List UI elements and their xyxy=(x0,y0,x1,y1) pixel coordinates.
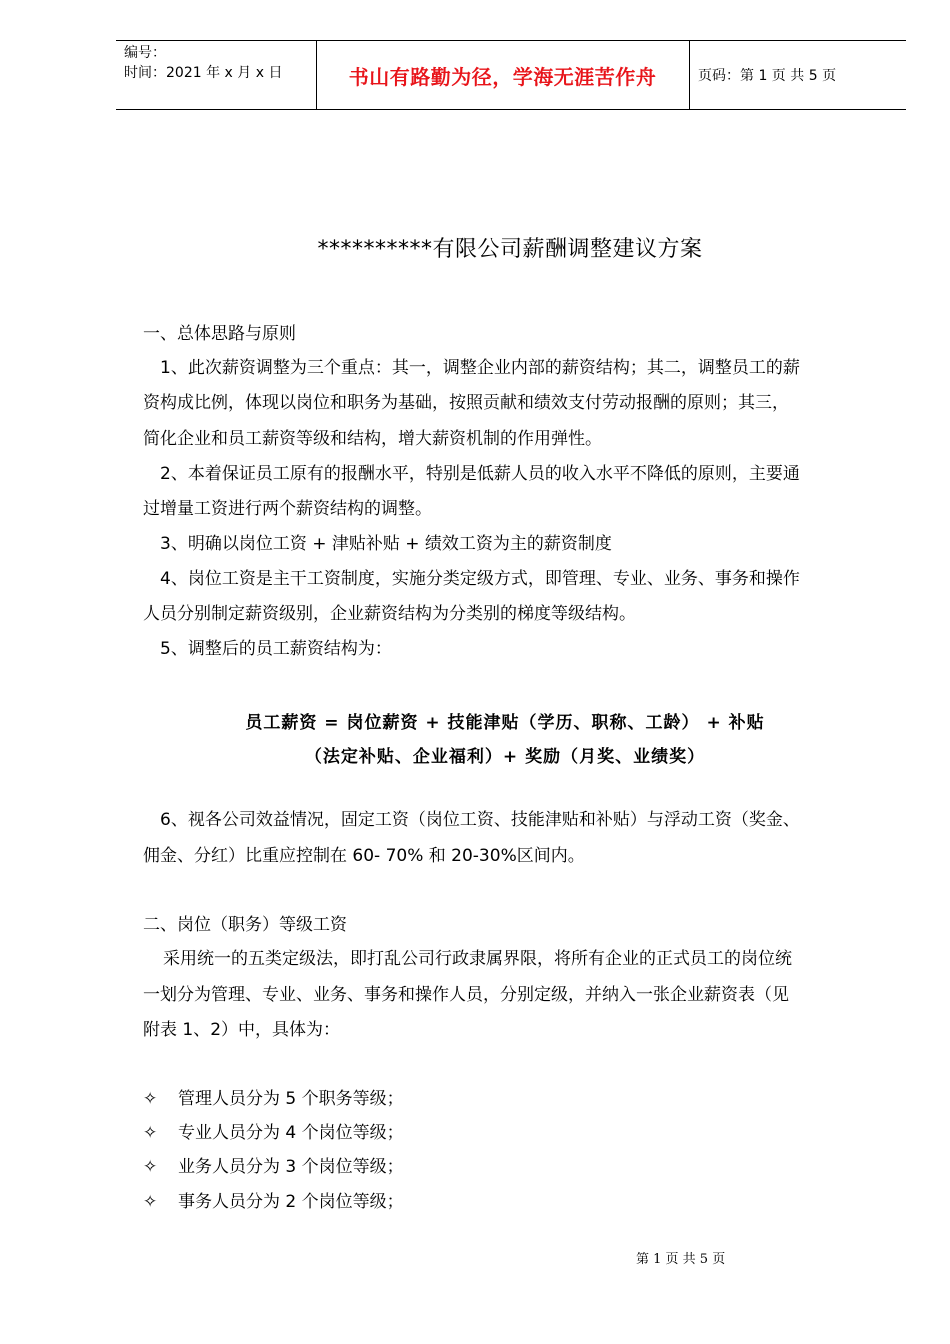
paragraph-line: 4、岗位工资是主干工资制度，实施分类定级方式，即管理、专业、业务、事务和操作 xyxy=(160,569,800,589)
paragraph-line: 6、视各公司效益情况，固定工资（岗位工资、技能津贴和补贴）与浮动工资（奖金、 xyxy=(160,810,800,830)
salary-formula-line-2: （法定补贴、企业福利）+ 奖励（月奖、业绩奖） xyxy=(304,747,706,767)
header-motto: 书山有路勤为径，学海无涯苦作舟 xyxy=(348,65,657,89)
document-title: **********有限公司薪酬调整建议方案 xyxy=(317,237,703,262)
diamond-bullet-icon: ✧ xyxy=(143,1089,158,1109)
paragraph-line: 佣金、分红）比重应控制在 60- 70% 和 20-30%区间内。 xyxy=(143,846,585,866)
section-heading-2: 二、岗位（职务）等级工资 xyxy=(143,915,347,935)
section-heading-1: 一、总体思路与原则 xyxy=(143,324,296,344)
list-item xyxy=(143,1192,404,1212)
list-item xyxy=(143,1157,404,1177)
paragraph-line: 采用统一的五类定级法，即打乱公司行政隶属界限，将所有企业的正式员工的岗位统 xyxy=(163,949,792,969)
list-item xyxy=(143,1089,404,1109)
header-divider xyxy=(689,41,690,109)
header-page-info: 页码：第 1 页 共 5 页 xyxy=(698,68,837,84)
salary-formula-line-1: 员工薪资 = 岗位薪资 + 技能津贴（学历、职称、工龄） + 补贴 xyxy=(245,713,765,733)
paragraph-line: 人员分别制定薪资级别，企业薪资结构为分类别的梯度等级结构。 xyxy=(143,604,636,624)
paragraph-line: 简化企业和员工薪资等级和结构，增大薪资机制的作用弹性。 xyxy=(143,429,602,449)
list-item xyxy=(143,1123,404,1143)
diamond-bullet-icon: ✧ xyxy=(143,1157,158,1177)
paragraph-line: 1、此次薪资调整为三个重点：其一，调整企业内部的薪资结构；其二，调整员工的薪 xyxy=(160,358,800,378)
serial-number-label: 编号： xyxy=(124,45,166,61)
list-item-text: 事务人员分为 2 个岗位等级； xyxy=(178,1192,404,1212)
paragraph-line: 一划分为管理、专业、业务、事务和操作人员，分别定级，并纳入一张企业薪资表（见 xyxy=(143,985,789,1005)
page-header-table xyxy=(116,40,906,110)
diamond-bullet-icon: ✧ xyxy=(143,1192,158,1212)
paragraph-line: 资构成比例，体现以岗位和职务为基础，按照贡献和绩效支付劳动报酬的原则；其三， xyxy=(143,393,789,413)
paragraph-line: 附表 1、2）中，具体为： xyxy=(143,1020,341,1040)
paragraph-line: 3、明确以岗位工资 + 津贴补贴 + 绩效工资为主的薪资制度 xyxy=(160,534,612,554)
paragraph-line: 2、本着保证员工原有的报酬水平，特别是低薪人员的收入水平不降低的原则，主要通 xyxy=(160,464,800,484)
list-item-text: 业务人员分为 3 个岗位等级； xyxy=(178,1157,404,1177)
header-meta xyxy=(124,43,282,83)
date-label: 时间：2021 年 x 月 x 日 xyxy=(124,65,283,81)
list-item-text: 专业人员分为 4 个岗位等级； xyxy=(178,1123,404,1143)
list-item-text: 管理人员分为 5 个职务等级； xyxy=(178,1089,404,1109)
paragraph-line: 过增量工资进行两个薪资结构的调整。 xyxy=(143,499,432,519)
diamond-bullet-icon: ✧ xyxy=(143,1123,158,1143)
page-footer: 第 1 页 共 5 页 xyxy=(636,1252,726,1267)
paragraph-line: 5、调整后的员工薪资结构为： xyxy=(160,639,392,659)
